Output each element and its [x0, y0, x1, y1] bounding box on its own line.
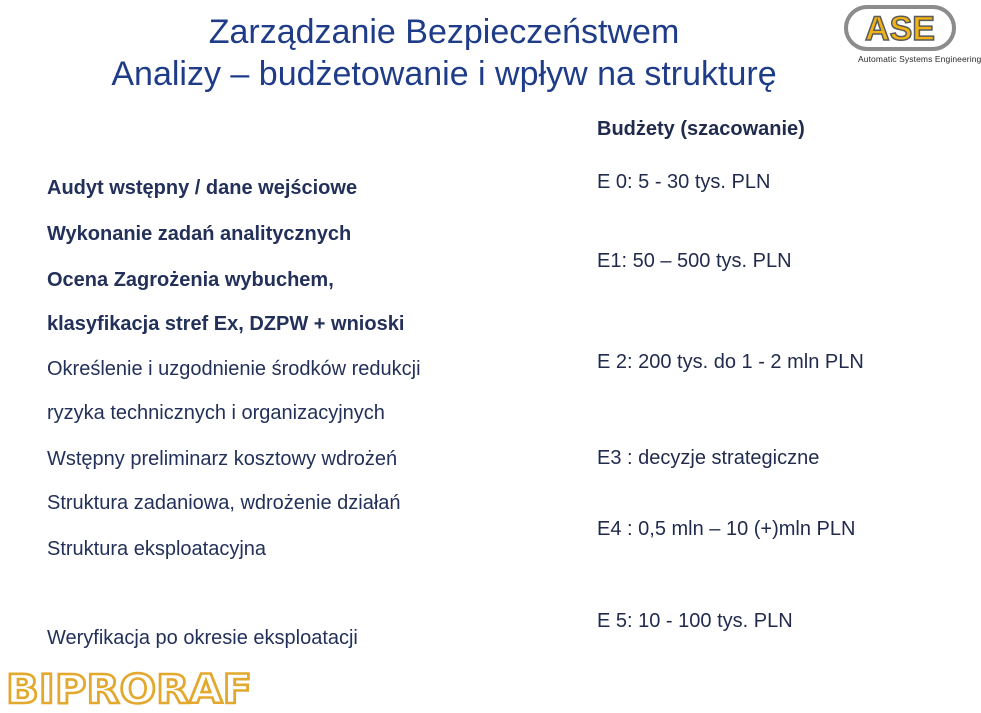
ase-logo-tagline: Automatic Systems Engineering — [858, 54, 981, 64]
ase-logo-text: ASE — [865, 10, 935, 48]
budget-item: E 0: 5 - 30 tys. PLN — [597, 171, 771, 193]
biproraf-logo-mark — [4, 667, 256, 713]
left-item: Audyt wstępny / dane wejściowe — [47, 177, 358, 199]
left-item: Wstępny preliminarz kosztowy wdrożeń — [47, 448, 398, 470]
slide-title-line1: Zarządzanie Bezpieczeństwem — [208, 13, 680, 51]
left-item: Określenie i uzgodnienie środków redukcji — [47, 358, 421, 380]
budget-item: E 2: 200 tys. do 1 - 2 mln PLN — [597, 351, 864, 373]
slide-title-line2: Analizy – budżetowanie i wpływ na strukturę — [111, 55, 777, 93]
ase-logo — [842, 2, 981, 64]
left-item: Weryfikacja po okresie eksploatacji — [47, 627, 358, 649]
biproraf-logo — [4, 667, 256, 713]
left-item: ryzyka technicznych i organizacyjnych — [47, 402, 385, 424]
ase-logo-mark — [842, 2, 958, 56]
budget-item: E 5: 10 - 100 tys. PLN — [597, 610, 793, 632]
budget-item: E3 : decyzje strategiczne — [597, 447, 820, 469]
left-item: Struktura zadaniowa, wdrożenie działań — [47, 492, 401, 514]
budget-item: E4 : 0,5 mln – 10 (+)mln PLN — [597, 518, 856, 540]
budget-heading: Budżety (szacowanie) — [597, 118, 805, 140]
left-item: Wykonanie zadań analitycznych — [47, 223, 352, 245]
biproraf-logo-text: BIPRORAF — [6, 667, 252, 713]
left-item: klasyfikacja stref Ex, DZPW + wnioski — [47, 313, 405, 335]
budget-item: E1: 50 – 500 tys. PLN — [597, 250, 792, 272]
left-item: Struktura eksploatacyjna — [47, 538, 267, 560]
left-item: Ocena Zagrożenia wybuchem, — [47, 269, 334, 291]
